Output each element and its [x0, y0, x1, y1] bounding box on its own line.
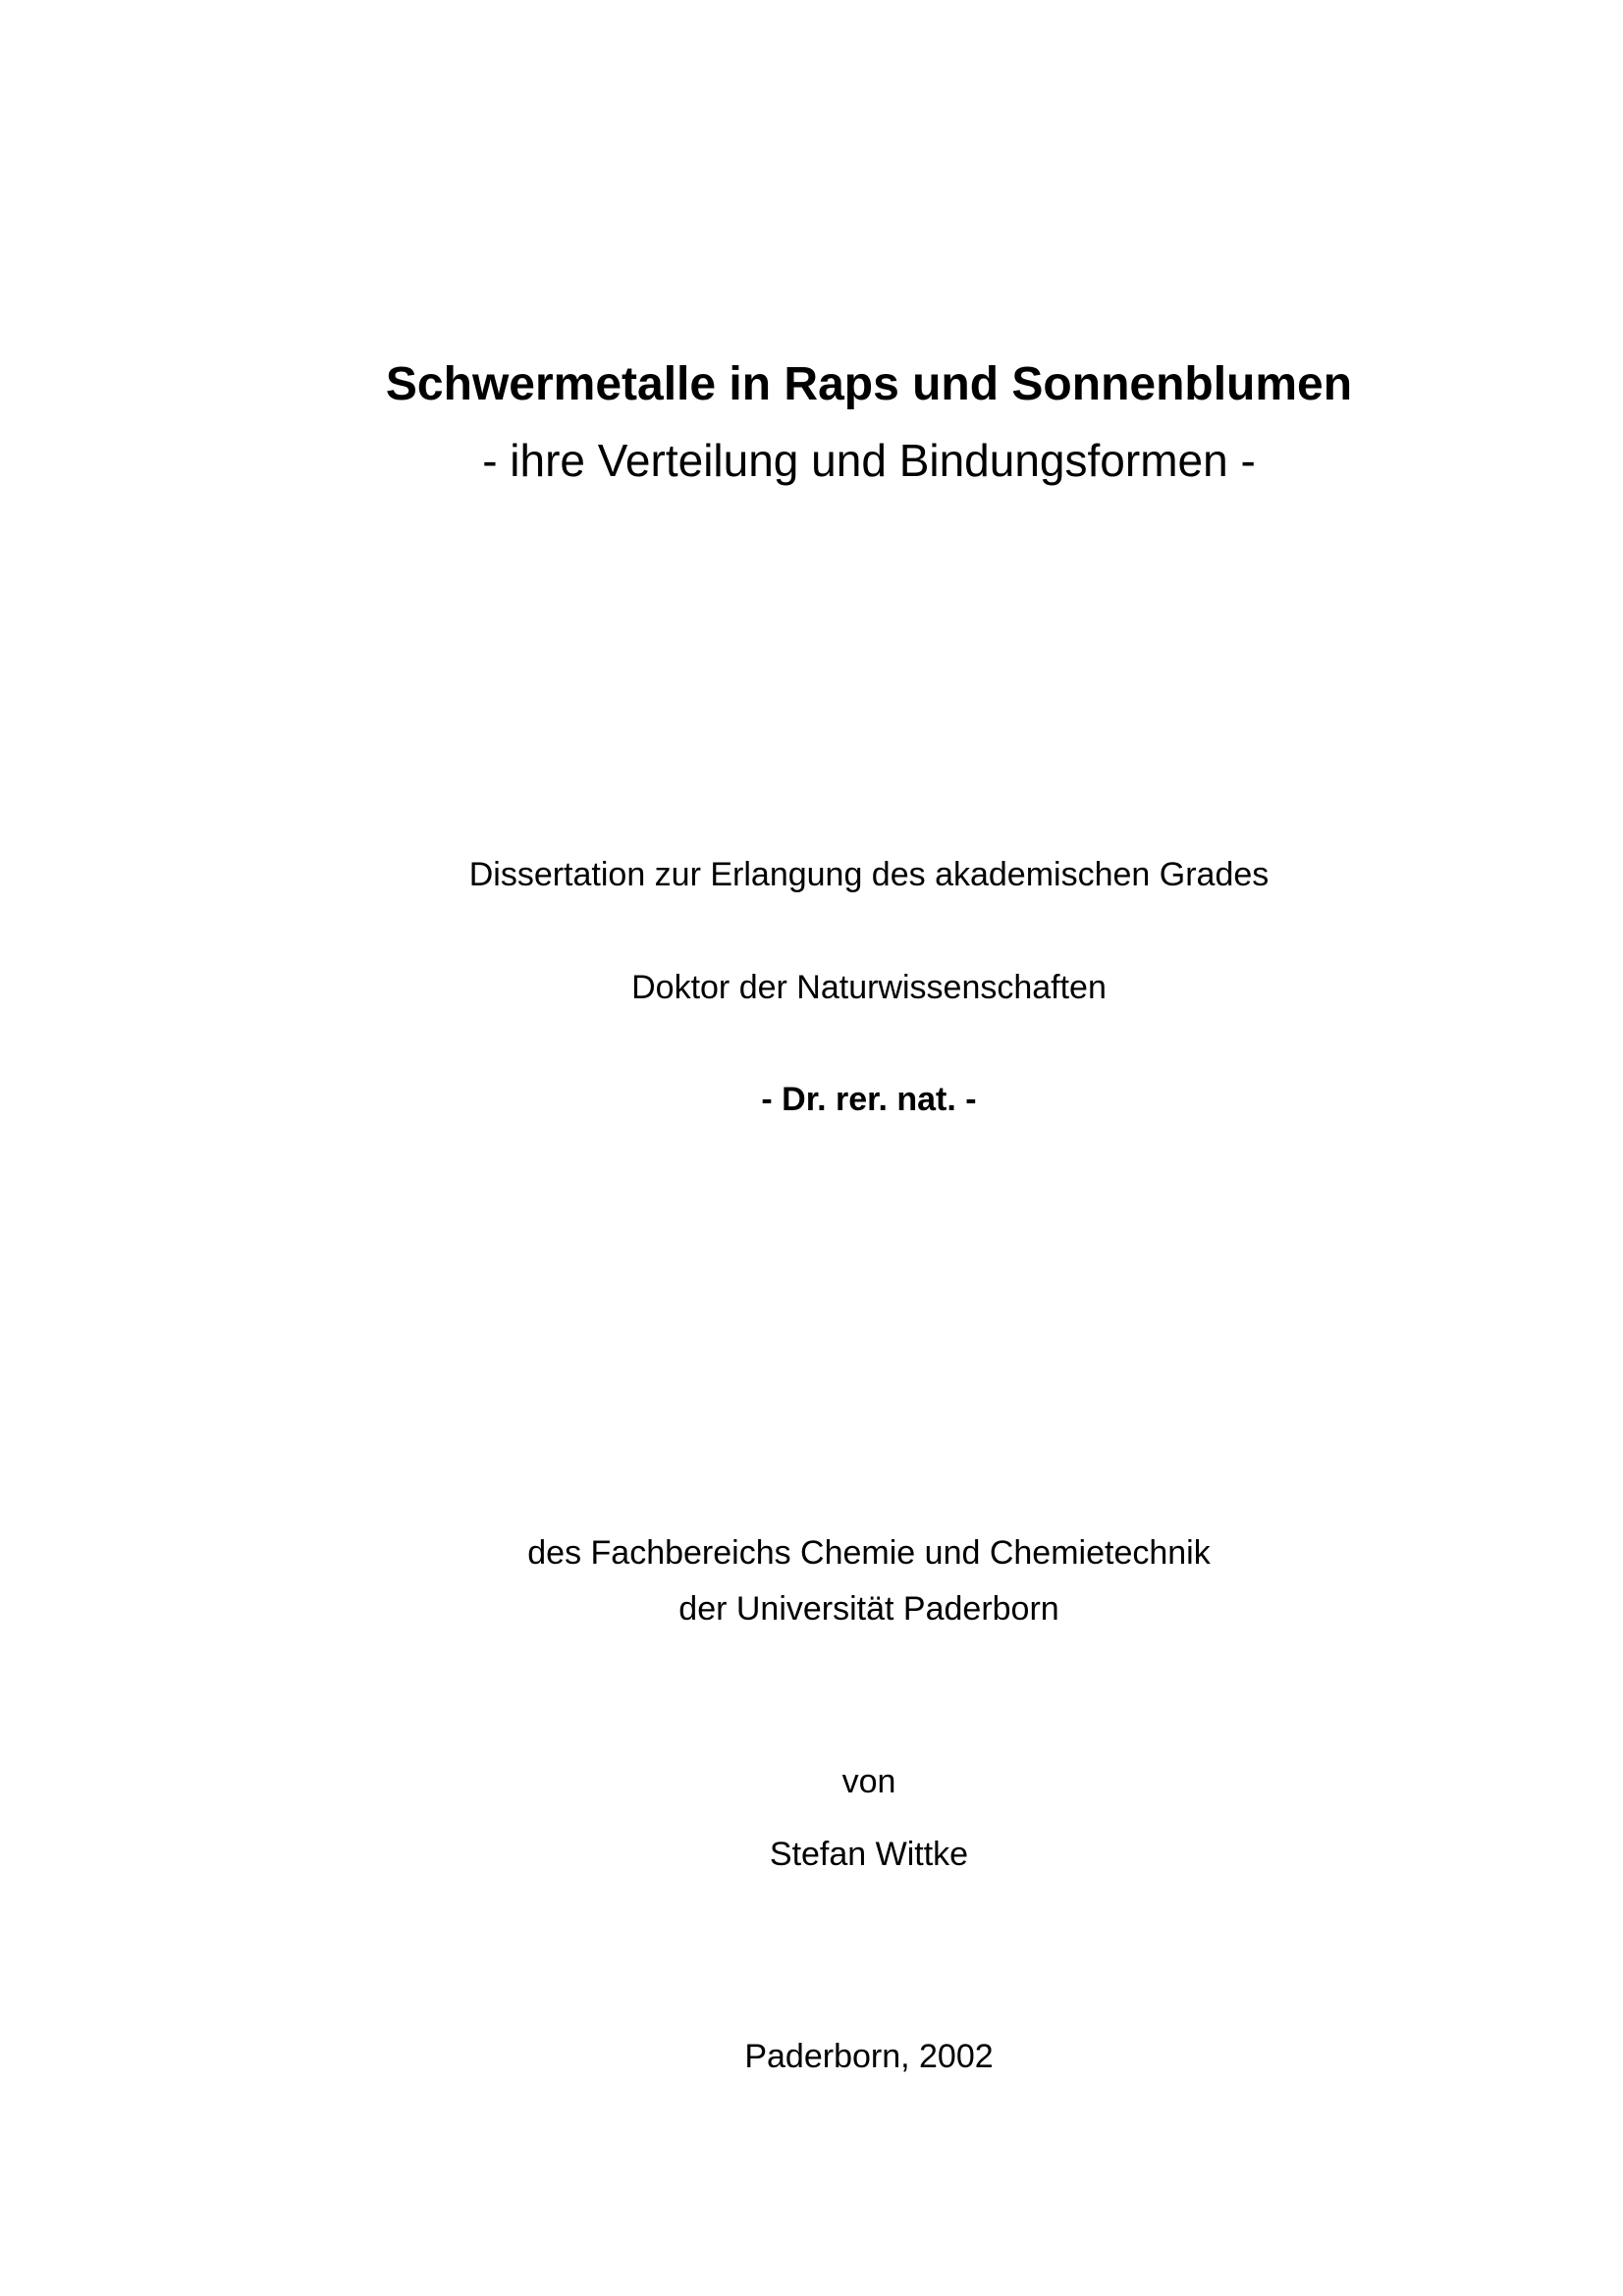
university: der Universität Paderborn — [678, 1590, 1059, 1628]
author-name: Stefan Wittke — [769, 1836, 969, 1873]
place-and-year: Paderborn, 2002 — [744, 2038, 994, 2075]
department: des Fachbereichs Chemie und Chemietechnik — [527, 1534, 1211, 1572]
thesis-subtitle: - ihre Verteilung und Bindungsformen - — [482, 435, 1256, 486]
degree-name: Doktor der Naturwissenschaften — [631, 969, 1107, 1006]
degree-abbreviation: - Dr. rer. nat. - — [761, 1081, 977, 1118]
by-label: von — [841, 1763, 896, 1800]
thesis-title: Schwermetalle in Raps und Sonnenblumen — [385, 358, 1353, 410]
dissertation-statement: Dissertation zur Erlangung des akademischen Grades — [468, 856, 1270, 893]
